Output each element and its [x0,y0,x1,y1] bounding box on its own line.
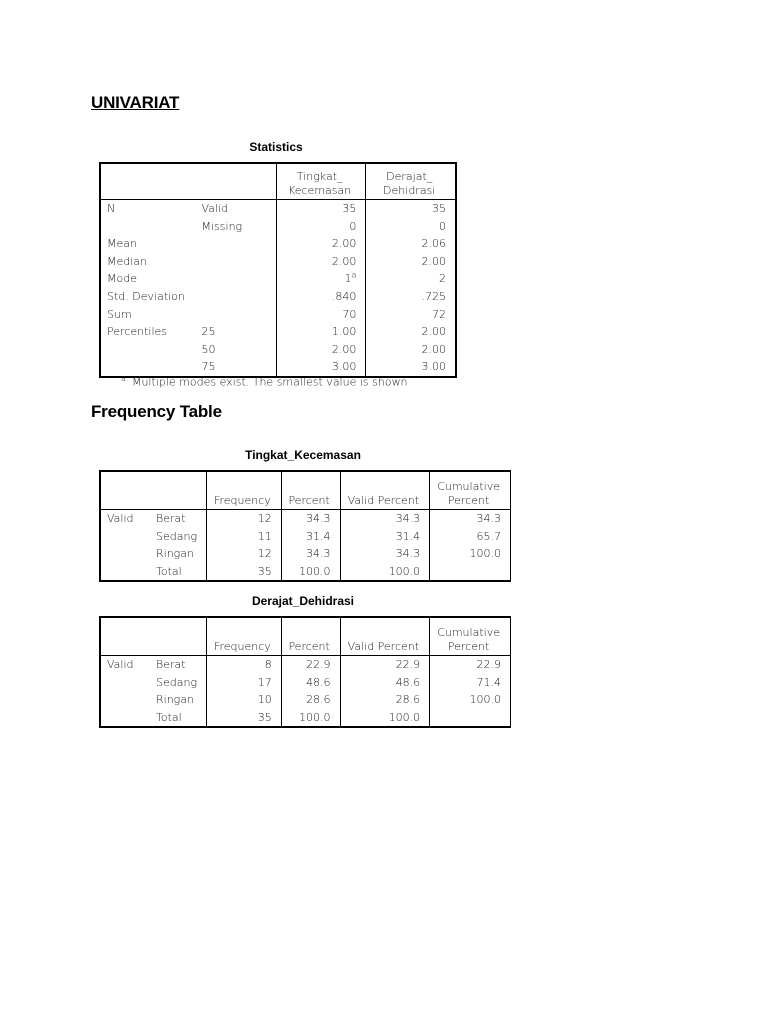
row-label [100,218,196,236]
row-group-label: Valid [107,512,134,525]
cumulative-percent-cell: 65.7 [476,529,501,543]
row-sublabel: 75 [196,358,277,377]
header-empty-cell [150,471,207,510]
table-header-row [100,471,511,510]
frequency-cell: 35 [207,709,282,728]
row-group-empty [100,709,150,728]
table-row [100,656,511,674]
table-row [100,341,456,359]
percent-cell: 100.0 [281,563,340,582]
value-cell: 2.06 [421,237,446,251]
table-row [100,235,456,253]
header-empty-cell [100,163,196,200]
row-label: Berat [150,656,207,674]
column-header-frequency: Frequency [207,471,282,510]
value-cell [276,323,366,341]
table-row [100,288,456,306]
row-label: Ringan [150,545,207,563]
value-text: 0 [349,219,357,233]
value-cell: 35 [432,202,446,215]
row-group-empty [100,691,150,709]
row-sublabel [196,253,277,271]
frequency-table-body [100,471,511,581]
footnote-text: Multiple modes exist. The smallest value is shown [131,375,408,389]
frequency-cell: 11 [207,528,282,546]
percent-cell: 48.6 [281,674,340,692]
value-text: 1.00 [331,325,357,339]
row-label [100,341,196,359]
value-text: 1 [344,272,352,286]
row-group-label: Valid [107,658,134,671]
row-label: Std. Deviation [107,289,185,303]
value-text: .840 [331,289,357,303]
percent-cell: 34.3 [281,510,340,528]
value-cell: 2.00 [421,254,446,268]
valid-percent-cell: 28.6 [340,691,430,709]
frequency-cell: 8 [207,656,282,674]
column-header-valid-percent: Valid Percent [340,471,430,510]
row-label: Median [107,254,148,268]
header-empty-cell [100,617,150,656]
frequency-table-derajat-dehidrasi [99,616,511,728]
value-cell: 2 [439,272,446,286]
row-sublabel: 50 [196,341,277,359]
statistics-footnote [121,374,408,389]
row-sublabel [196,306,277,324]
percent-cell: 28.6 [281,691,340,709]
cumulative-percent-cell: 71.4 [476,675,501,689]
value-cell [276,218,366,236]
value-cell: 2.00 [421,342,446,356]
footnote-mark: a. [121,374,129,383]
table-row [100,323,456,341]
row-label: N [107,202,116,215]
value-text: 2.00 [331,342,357,356]
table-row [100,528,511,546]
frequency-table-tingkat-kecemasan [99,470,511,582]
percent-cell: 100.0 [281,709,340,728]
table-caption-tingkat-kecemasan: Tingkat_Kecemasan [245,448,361,462]
table-row [100,253,456,271]
footnote-marker: a [351,270,357,280]
value-cell: 2.00 [421,325,446,339]
column-header-valid-percent: Valid Percent [340,617,430,656]
row-sublabel: Valid [196,200,277,218]
value-cell: 3.00 [421,360,446,374]
valid-percent-cell: 34.3 [340,510,430,528]
table-row [100,563,511,582]
column-header-line: Cumulative [437,626,500,639]
table-row [100,306,456,324]
value-cell [276,341,366,359]
value-text: 2.00 [331,237,357,251]
cumulative-percent-cell: 100.0 [469,547,501,561]
column-header-percent: Percent [281,617,340,656]
value-text: 2.00 [331,254,357,268]
value-cell [276,306,366,324]
row-label: Total [150,709,207,728]
header-empty-cell [150,617,207,656]
header-empty-cell [196,163,277,200]
row-label: Mode [107,272,137,286]
value-text: 35 [342,202,357,215]
cumulative-percent-cell [430,709,511,728]
value-cell [276,200,366,218]
frequency-cell: 35 [207,563,282,582]
table-row [100,691,511,709]
column-header-cumulative-percent [430,617,511,656]
column-header-line: Percent [447,640,490,653]
row-label: Sum [107,307,132,321]
valid-percent-cell: 22.9 [340,656,430,674]
statistics-body [100,200,456,377]
row-label: Ringan [150,691,207,709]
table-row [100,270,456,288]
row-group-empty [100,674,150,692]
column-header-line: Derajat_ [386,170,433,183]
table-header-row [100,163,456,200]
value-cell: 72 [432,307,446,321]
frequency-cell: 17 [207,674,282,692]
row-label: Sedang [150,674,207,692]
cumulative-percent-cell: 100.0 [469,693,501,707]
valid-percent-cell: 100.0 [340,563,430,582]
column-header-line: Tingkat_ [296,170,343,183]
row-label: Berat [150,510,207,528]
statistics-table [99,162,457,378]
table-row [100,674,511,692]
column-header-line: Percent [447,494,490,507]
percent-cell: 34.3 [281,545,340,563]
row-label: Mean [107,237,137,251]
cumulative-percent-cell [430,563,511,582]
row-label: Total [150,563,207,582]
value-cell [276,235,366,253]
value-text: 70 [342,307,357,321]
statistics-caption: Statistics [249,140,303,154]
row-label: Sedang [150,528,207,546]
value-cell [276,253,366,271]
table-row [100,709,511,728]
valid-percent-cell: 100.0 [340,709,430,728]
column-header-line: Dehidrasi [383,184,436,197]
row-group-empty [100,528,150,546]
row-group-empty [100,545,150,563]
row-sublabel [196,235,277,253]
frequency-cell: 12 [207,510,282,528]
row-sublabel: Missing [196,218,277,236]
table-row [100,545,511,563]
row-label: Percentiles [107,325,168,339]
row-sublabel: 25 [196,323,277,341]
table-caption-derajat-dehidrasi: Derajat_Dehidrasi [251,594,355,608]
row-sublabel [196,270,277,288]
value-cell [276,288,366,306]
column-header-derajat-dehidrasi [366,163,456,200]
column-header-percent: Percent [281,471,340,510]
column-header-tingkat-kecemasan [276,163,366,200]
column-header-cumulative-percent [430,471,511,510]
table-row [100,218,456,236]
frequency-cell: 10 [207,691,282,709]
valid-percent-cell: 34.3 [340,545,430,563]
table-row [100,200,456,218]
frequency-table-heading: Frequency Table [91,402,222,421]
column-header-line: Cumulative [437,480,500,493]
column-header-line: Kecemasan [288,184,352,197]
header-empty-cell [100,471,150,510]
valid-percent-cell: 48.6 [340,674,430,692]
frequency-cell: 12 [207,545,282,563]
page-title: UNIVARIAT [91,93,180,112]
row-sublabel [196,288,277,306]
value-cell: .725 [421,289,446,303]
cumulative-percent-cell: 34.3 [476,512,501,525]
valid-percent-cell: 31.4 [340,528,430,546]
row-group-empty [100,563,150,582]
percent-cell: 31.4 [281,528,340,546]
value-cell [276,270,366,288]
table-header-row [100,617,511,656]
frequency-table-body [100,617,511,727]
value-cell: 0 [439,219,446,233]
value-text: 3.00 [331,360,357,374]
cumulative-percent-cell: 22.9 [476,658,501,671]
percent-cell: 22.9 [281,656,340,674]
table-row [100,510,511,528]
column-header-frequency: Frequency [207,617,282,656]
